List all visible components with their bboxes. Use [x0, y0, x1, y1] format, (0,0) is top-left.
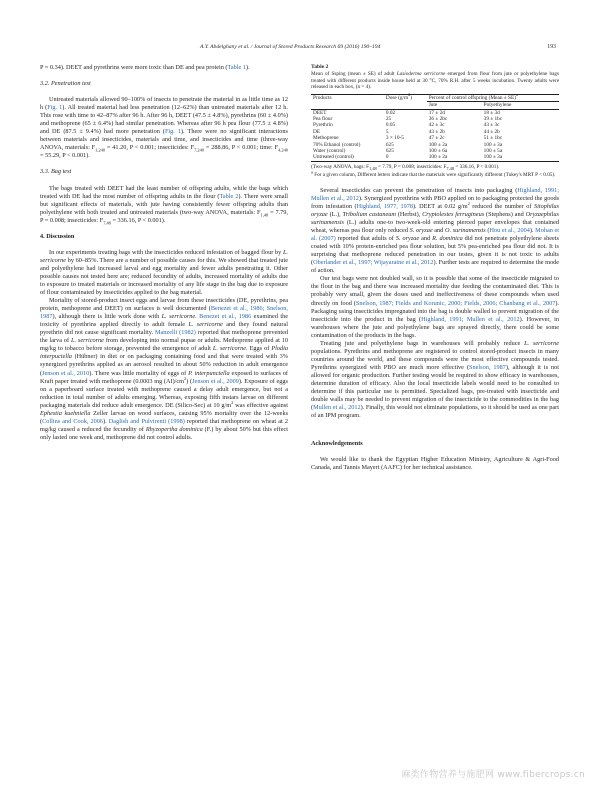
acknowledgements-text: We would like to thank the Egyptian Higher Education Ministry, Agriculture & Agri-Food Canada, and Tannis Mayert (AAFC) for her technical assistance.: [311, 456, 559, 472]
paragraph: Treating jute and polyethylene bags in warehouses will probably reduce L. serricorne populations. Pyrethrins and methoprene are registered to control stored-product insects in many countries around the world, and these compounds were the most effective compounds tested. Pyrethrins synergized with PBO are much more effective (Snelson, 1987), although it is not allowed for organic production. Further testing would be required to show efficacy in warehouses, determine duration of efficacy. Also the local insecticide labels would need to be consulted to determine if this particular use is permitted. Specialized bags, pre-treated with insecticide and double walls may be needed to prevent migration of the insecticide to the commodities in the bag (Mullen et al., 2012). Finally, this would not eliminate populations, so it should be used as one part of an IPM program.: [311, 339, 560, 420]
section-heading-3-2: 3.2. Penetration test: [40, 80, 91, 88]
table-link[interactable]: Table 1: [227, 64, 246, 71]
paragraph: Untreated materials allowed 90–100% of insects to penetrate the material in as little time as 12 h (Fig. 1). All treated material had less penetration (12–62%) than untreated materials after 12 h. This rose with time to 42–87% after 96 h. After 96 h, DEET (47.5 ± 4.8%), pyrethrins (60 ± 4.0%) and methoprene (65 ± 6.4%) had similar penetration. Whereas after 96 h pea flour (77.5 ± 4.8%) and DE (87.5 ± 9.4%) had more penetration (Fig. 1). There were no significant interactions between materials and insecticides, materials and time, and insecticides and time (three-way ANOVA, materials: $F_{1,240} = 41.20$, P < 0.001; insecticides: $F_{7,240} = 288.86$, P < 0.001; time: $F_{4,240} = 55.29$, P < 0.001).: [40, 96, 288, 160]
citation-link[interactable]: Benezet et al., 1986; Snelson, 1987: [40, 305, 288, 321]
table-cell: DEET: [311, 109, 384, 116]
table-cell: 44 ± 2b: [483, 128, 500, 135]
table-cell: 625: [385, 141, 394, 148]
citation-link[interactable]: Daglish and Pulvirenti (1998): [108, 417, 185, 425]
table-cell: 17 ± 2d: [427, 109, 482, 116]
running-head: A.Y. Abdelghany et al. / Journal of Stored Products Research 69 (2016) 190–194: [200, 44, 381, 50]
paragraph: P = 0.34). DEET and pyrethrins were more toxic than DE and pea protein (Table 1).: [40, 64, 250, 71]
page-number: 193: [547, 44, 556, 50]
figure-link[interactable]: Fig. 1: [164, 128, 181, 136]
section-heading-3-3: 3.3. Bag test: [40, 168, 72, 176]
left-column: [40, 64, 288, 442]
citation-link[interactable]: Highland, 1977, 1978: [356, 202, 413, 210]
table-cell: Pea flour: [313, 116, 333, 122]
citation-link[interactable]: Jenson et al., 2010: [42, 369, 90, 377]
table-cell: 100 ± 5a: [483, 148, 503, 155]
table-row: [311, 109, 559, 116]
table-cell: Untreated (control): [311, 154, 384, 161]
table-label: Table 2: [311, 64, 329, 70]
page-header: [40, 44, 556, 56]
table-cell: 100 ± 3a: [483, 141, 503, 148]
table-cell: 100 ± 2a: [428, 141, 448, 148]
table-cell: 0.02: [384, 109, 427, 116]
table-cell: 0: [384, 154, 427, 161]
paragraph: In our experiments treating bags with the insecticides reduced infestation of bagged flour by L. serricorne by 60–85%. There are a number of possible causes for this. We showed that treated jute and polyethylene had increased larval and egg mortality and fewer adults penetrating it. Other possible causes not tested here are; reduced fecundity of adults, increased mortality of adults due to exposure to treated materials or increased mortality of any life stage in the bag due to exposure of flour contaminated by insecticides applied to the bag material.: [40, 248, 288, 297]
table-link[interactable]: Table 2: [219, 192, 239, 200]
table-cell: DE: [313, 128, 321, 135]
table-cell: 47 ± 2c: [428, 135, 445, 142]
table-stats: (Two-way ANOVA, bags: $F_{1,48} = 7.79$, P = 0.008; insecticides: $F_{7,48} = 336.16$, P < 0.001).: [311, 163, 500, 171]
citation-link[interactable]: Jenson et al., 2009: [192, 377, 239, 385]
table-row: [311, 154, 559, 161]
citation-link[interactable]: Mohan et al. (2007): [311, 227, 560, 243]
table-cell: 100 ± 2a: [427, 154, 482, 161]
citation-link[interactable]: Snelson, 1987; Fields and Korunic, 2000; Fields, 2006; Chanbang et al., 2007: [355, 299, 556, 307]
table-cell: 18 ± 3d: [482, 109, 559, 116]
right-column: [311, 64, 559, 472]
citation-link[interactable]: Hou et al., 2004: [489, 227, 530, 235]
citation-link[interactable]: Oberlander et al., 1997; Wijayaratne et al., 2012: [313, 259, 434, 267]
table-cell: 43 ± 3c: [483, 122, 500, 129]
acknowledgements-heading: Acknowledgements: [311, 440, 363, 448]
watermark: 麻类作物营养与施肥网 www.fibercrops.cn: [401, 770, 585, 780]
table-cell: 51 ± 1bc: [483, 135, 503, 142]
table-cell: 625: [385, 148, 394, 155]
table-footnote: $^a$ For a given column, Different letters indicate that the materials were significantly different (Tukey's MRT P < 0.05).: [311, 169, 556, 179]
table-cell: 3 × 10-5: [385, 135, 404, 142]
paragraph: Several insecticides can prevent the penetration of insects into packaging (Highland, 1991; Mullen et al., 2012). Synergized pyrethrins with PBO applied on to packaging protected the goods from infestation (Highland, 1977, 1978). DEET at 0.02 $g/m^2$ reduced the number of Sitophilus oryzae (L.), Tribolium castaneum (Herbst), Cryptolestes ferrugineus (Stephens) and Oryzaephilus surinamensis (L.) adults one-to two-week-old entering pierced paper envelopes that contained wheat, whereas pea flour only reduced S. oryzae and O. surinamensis (Hou et al., 2004). Mohan et al. (2007) reported that adults of S. oryzae and R. dominica did not penetrate polyethylene sheets coated with 10% protein-enriched pea flour solution, but 5% pea-enriched pea flour did not. It is surprising that methoprene reduced penetration in our testes, given it is not toxic to adults (Oberlander et al., 1997; Wijayaratne et al., 2012). Further tests are required to determine the mode of action.: [311, 186, 560, 275]
citation-link[interactable]: Collins and Cook, 2006: [42, 417, 104, 425]
paragraph: Our test bags were not doubled wall, so it is possible that some of the insecticide migrated to the flour in the bag and there was increased mortality due feeding the contaminated diet. This is probably very small, given the doses used and ineffectiveness of these compounds when used directly on food (Snelson, 1987; Fields and Korunic, 2000; Fields, 2006; Chanbang et al., 2007). Packaging using insecticides impregnated into the bag is double walled to prevent migration of the insecticide into the product in the bag (Highland, 1991; Mullen et al., 2012). However, in warehouses where the jute and polyethylene bags are sprayed directly, there could be some contamination of the products in the bags.: [311, 275, 559, 339]
paragraph: The bags treated with DEET had the least number of offspring adults, while the bags which treated with DE had the most number of offspring adults in the flour (Table 2). There were small but significant effects of materials, with jute having consistently fewer offspring adults than polyethylene with both treated and untreated materials (two-way ANOVA, materials: $F_{1,48} = 7.79$, P = 0.008; insecticides: $F_{7,48} = 336.16$, P < 0.001).: [40, 184, 288, 225]
column-header: Percent of control offspring (Mean ± SE)$^a$: [427, 94, 559, 101]
table-2: [311, 94, 559, 162]
citation-link[interactable]: Highland, 1991; Mullen et al., 2012: [421, 315, 520, 323]
citation-link[interactable]: Mullen et al., 2012: [313, 404, 361, 412]
column-header: Dose $(g/m^2)$: [384, 94, 427, 109]
table-caption: Mean of Ssping (mean ± SE) of adult Lasioderma serricorne emerged from flour from jute or polyethylene bags treated with different products inside house held at 30 °C, 70% R.H. after 5 weeks incubation. Twenty adults were released in each box, (n = 4).: [311, 71, 559, 91]
table-cell: Water (control): [313, 148, 346, 155]
citation-link[interactable]: Highland, 1991; Mullen et al., 2012: [311, 186, 560, 202]
column-header: Jute: [428, 102, 438, 109]
table-cell: 100 ± 6a: [428, 148, 448, 155]
citation-link[interactable]: Manzelli (1982): [154, 329, 196, 337]
table-cell: 100 ± 3a: [482, 154, 559, 161]
table-cell: 36 ± 2bc: [428, 116, 448, 122]
table-cell: 70% Ethanol (control): [313, 141, 361, 148]
citation-link[interactable]: Benezet et al., 1986: [199, 313, 252, 321]
column-header: Products: [311, 94, 384, 109]
section-heading-discussion: 4. Discussion: [40, 232, 75, 240]
table-cell: 42 ± 3c: [428, 122, 445, 129]
table-cell: Pyrethrin: [313, 122, 333, 129]
table-cell: 5: [385, 128, 389, 135]
table-cell: Methoprene: [313, 135, 339, 142]
table-cell: 43 ± 2b: [428, 128, 445, 135]
citation-link[interactable]: Snelson, 1987: [469, 363, 506, 371]
figure-link[interactable]: Fig. 1: [47, 104, 63, 112]
table-cell: 39 ± 1bc: [483, 116, 503, 122]
paragraph: Mortality of stored-product insect eggs and larvae from these insecticides (DE, pyrethrins, pea protein, methoprene and DEET) on surfaces is well documented (Benezet et al., 1986; Snelson, 1987), although there is little work done with L. serricorne. Benezet et al., 1986 examined the toxicity of pyrethrins applied directly to adult female L. serricorne and they found natural pyrethrin did not cause significant mortality. Manzelli (1982) reported that methoprene prevented the larva of L. serricorne from developing into normal pupae or adults. Methoprene applied at 10 mg/kg to tobacco before storage, prevented the emergence of adult L. serricorne. Eggs of Plodia interpuctella (Hübner) in diet or on packaging containing food and that were treated with 3% synergized pyrethrins applied as an aerosol resulted in about 50% reduction in adult emergence (Jenson et al., 2010). There was little mortality of eggs of P. interpunctella exposed to surfaces of Kraft paper treated with methoprene (0.0003 mg $(AI)/cm^2$) (Jenson et al., 2009). Exposure of eggs on a paperboard surface treated with methoprene caused a delay adult emergence, but not a reduction in total number of adults emerging. Whereas, exposing fifth instars larvae on different packaging materials did reduce adult emergence. DE (Silico-Sec) at 10 $g/m^2$ was effective against Ephestia kuehniella Zeller larvae on wood surfaces, causing 95% mortality over the 12-weeks (Collins and Cook, 2006). Daglish and Pulvirenti (1998) reported that methoprene on wheat at 2 mg/kg caused a reduced the fecundity of Rhyzopertha dominica (F.) by about 50% but this effect only lasted one week and, methoprene did not control adults.: [40, 297, 289, 441]
table-cell: 25: [385, 116, 392, 122]
table-cell: 0.05: [385, 122, 396, 129]
column-header: Polyethylene: [483, 102, 512, 109]
